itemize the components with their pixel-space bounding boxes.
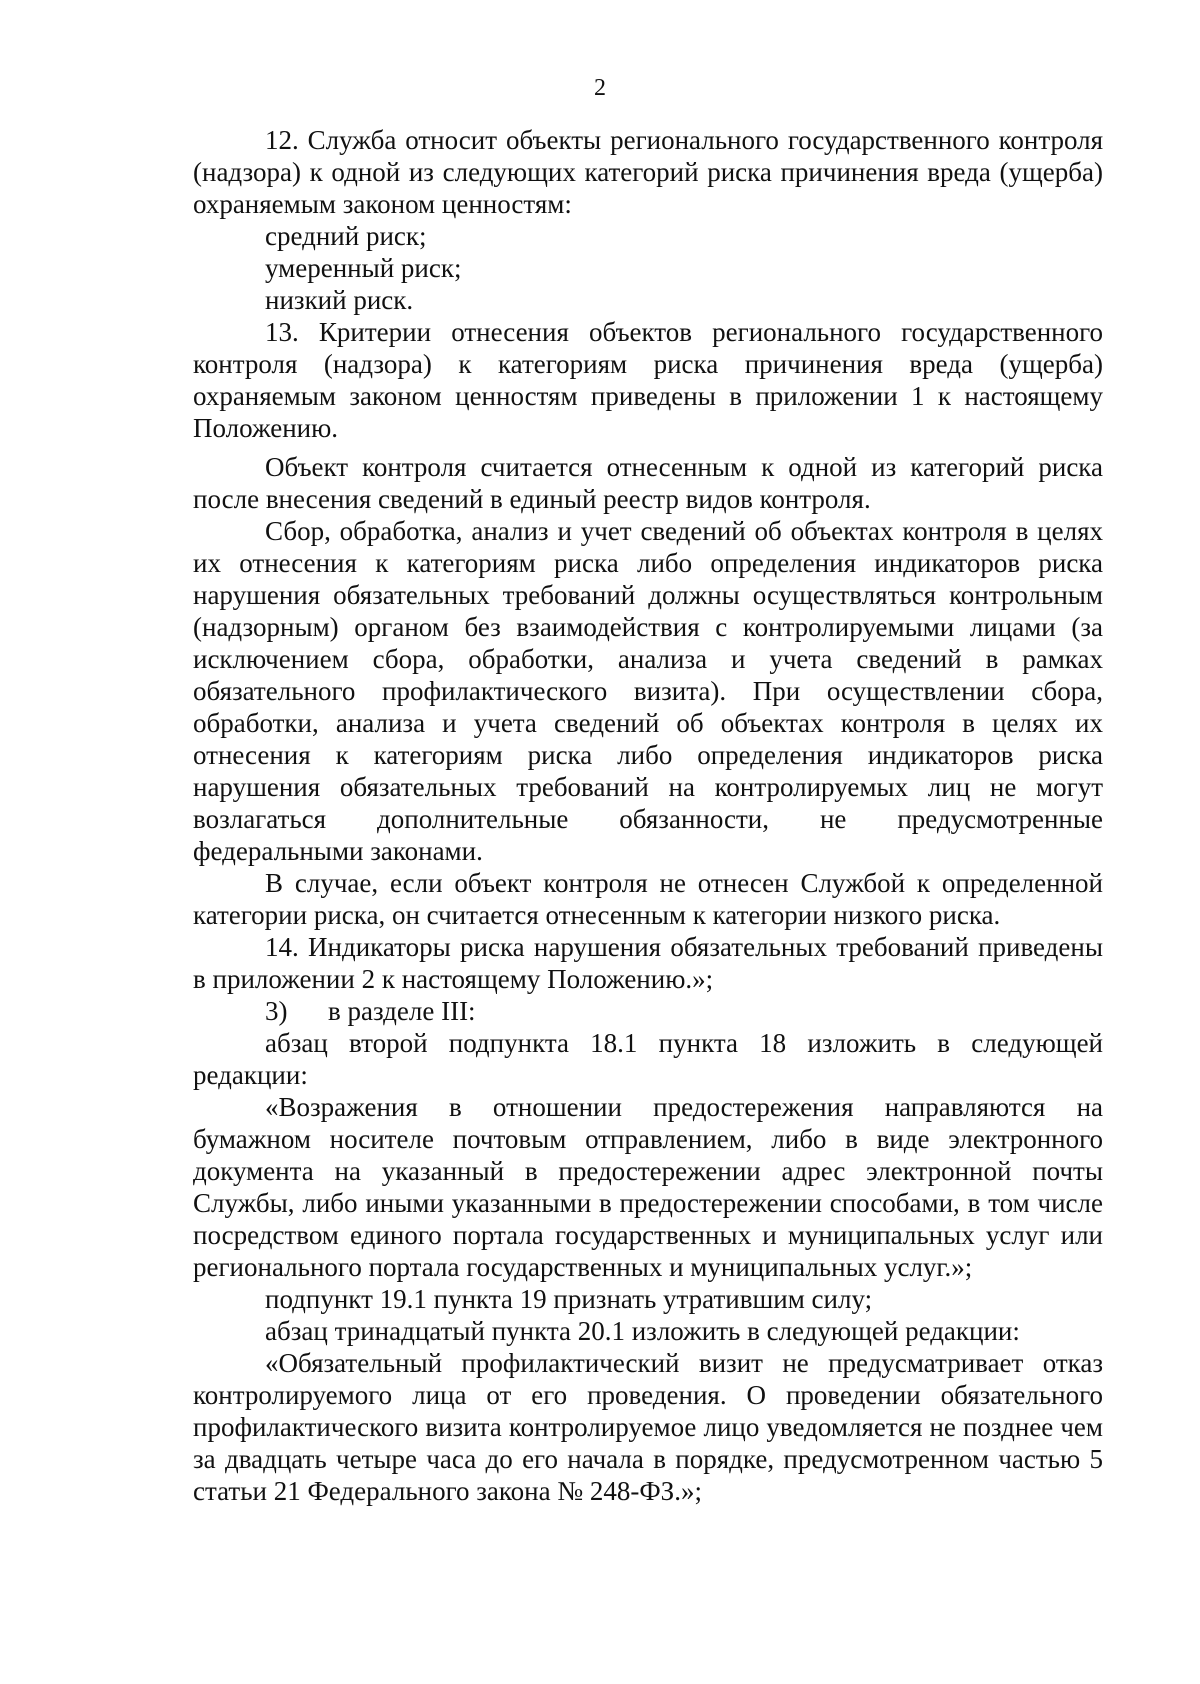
item-3-section-iii: 3) в разделе III:: [265, 996, 476, 1026]
paragraph-18-1-amend: абзац второй подпункта 18.1 пункта 18 изложить в следующей редакции:: [193, 1028, 1103, 1090]
paragraph-mandatory-visit-quote: «Обязательный профилактический визит не предусматривает отказ контролируемого лица от его проведения. О проведении обязательного профилактического визита контролируемое лицо уведомляется не позднее чем за двадцать четыре часа до его начала в порядке, предусмотренном частью 5 статьи 21 Федерального закона № 248-ФЗ.»;: [193, 1348, 1103, 1506]
risk-item-moderate: умеренный риск;: [265, 253, 462, 283]
paragraph-13: 13. Критерии отнесения объектов регионального государственного контроля (надзора) к категориям риска причинения вреда (ущерба) охраняемым законом ценностям приведены в приложении 1 к настоящему Положению.: [193, 317, 1103, 443]
document-body: [193, 124, 1103, 1507]
paragraph-20-1-amend: абзац тринадцатый пункта 20.1 изложить в следующей редакции:: [265, 1316, 1020, 1346]
paragraph-objections-quote: «Возражения в отношении предостережения направляются на бумажном носителе почтовым отправлением, либо в виде электронного документа на указанный в предостережении адрес электронной почты Службы, либо иными указанными в предостережении способами, в том числе посредством единого портала государственных и муниципальных услуг или регионального портала государственных и муниципальных услуг.»;: [193, 1092, 1103, 1282]
paragraph-object-control: Объект контроля считается отнесенным к одной из категорий риска после внесения сведений в единый реестр видов контроля.: [193, 452, 1103, 514]
page-number: 2: [594, 75, 606, 101]
paragraph-12: 12. Служба относит объекты регионального государственного контроля (надзора) к одной из следующих категорий риска причинения вреда (ущерба) охраняемым законом ценностям:: [193, 125, 1103, 219]
risk-item-low: низкий риск.: [265, 285, 414, 315]
paragraph-19-1-void: подпункт 19.1 пункта 19 признать утратившим силу;: [265, 1284, 873, 1314]
paragraph-default-category: В случае, если объект контроля не отнесен Службой к определенной категории риска, он считается отнесенным к категории низкого риска.: [193, 868, 1103, 930]
risk-item-medium: средний риск;: [265, 221, 427, 251]
paragraph-14: 14. Индикаторы риска нарушения обязательных требований приведены в приложении 2 к настоящему Положению.»;: [193, 932, 1103, 994]
paragraph-data-collection: Сбор, обработка, анализ и учет сведений об объектах контроля в целях их отнесения к категориям риска либо определения индикаторов риска нарушения обязательных требований должны осуществляться контрольным (надзорным) органом без взаимодействия с контролируемыми лицами (за исключением сбора, обработки, анализа и учета сведений в рамках обязательного профилактического визита). При осуществлении сбора, обработки, анализа и учета сведений об объектах контроля в целях их отнесения к категориям риска либо определения индикаторов риска нарушения обязательных требований на контролируемых лиц не могут возлагаться дополнительные обязанности, не предусмотренные федеральными законами.: [193, 516, 1103, 866]
